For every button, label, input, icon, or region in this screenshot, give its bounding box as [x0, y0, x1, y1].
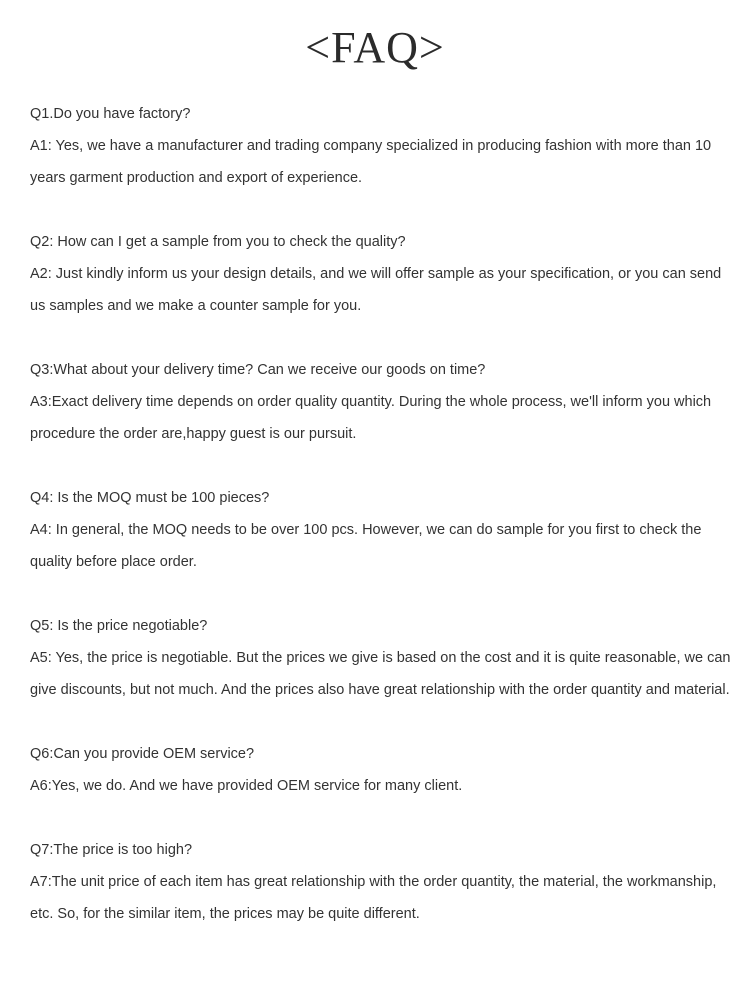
faq-item-1	[30, 98, 740, 194]
faq-question: Q7:The price is too high?	[30, 842, 193, 858]
faq-question: Q3:What about your delivery time? Can we receive our goods on time?	[30, 362, 486, 378]
faq-list	[30, 98, 740, 962]
faq-answer: A4: In general, the MOQ needs to be over 100 pcs. However, we can do sample for you first to check the quality before place order.	[30, 522, 702, 570]
page-title: <FAQ>	[305, 23, 445, 72]
faq-answer: A5: Yes, the price is negotiable. But the prices we give is based on the cost and it is quite reasonable, we can give discounts, but not much. And the prices also have great relationship with the order quantity and material.	[30, 650, 731, 698]
faq-item-7	[30, 834, 740, 930]
faq-item-6	[30, 738, 740, 802]
faq-item-3	[30, 354, 740, 450]
faq-answer: A6:Yes, we do. And we have provided OEM service for many client.	[30, 778, 463, 794]
faq-question: Q4: Is the MOQ must be 100 pieces?	[30, 490, 270, 506]
faq-question: Q5: Is the price negotiable?	[30, 618, 208, 634]
faq-answer: A7:The unit price of each item has great relationship with the order quantity, the material, the workmanship, etc. So, for the similar item, the prices may be quite different.	[30, 874, 717, 922]
faq-answer: A1: Yes, we have a manufacturer and trading company specialized in producing fashion with more than 10 years garment production and export of experience.	[30, 138, 712, 186]
faq-question: Q2: How can I get a sample from you to check the quality?	[30, 234, 406, 250]
faq-item-5	[30, 610, 740, 706]
faq-question: Q6:Can you provide OEM service?	[30, 746, 255, 762]
faq-item-4	[30, 482, 740, 578]
faq-question: Q1.Do you have factory?	[30, 106, 191, 122]
faq-answer: A2: Just kindly inform us your design details, and we will offer sample as your specification, or you can send us samples and we make a counter sample for you.	[30, 266, 722, 314]
faq-answer: A3:Exact delivery time depends on order quality quantity. During the whole process, we'll inform you which procedure the order are,happy guest is our pursuit.	[30, 394, 712, 442]
faq-item-2	[30, 226, 740, 322]
